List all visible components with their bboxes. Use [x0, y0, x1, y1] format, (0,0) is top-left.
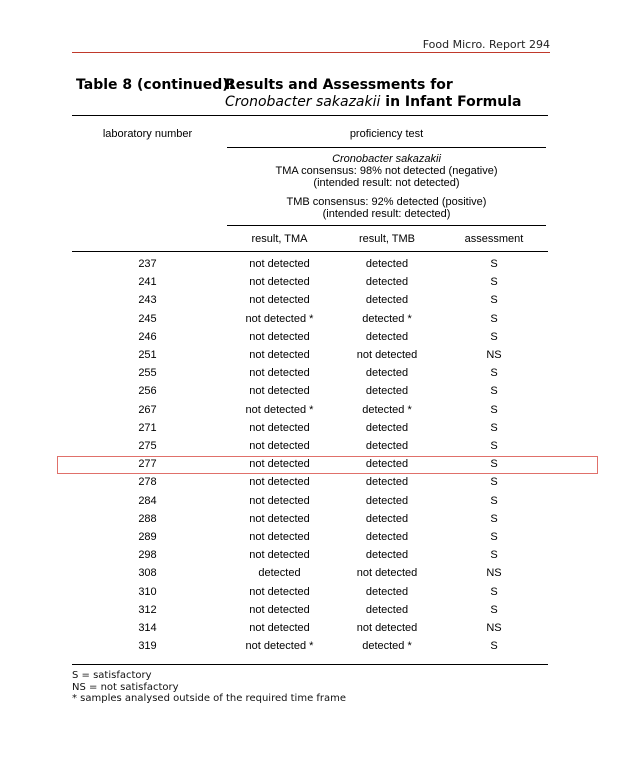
cell-assessment: S [490, 330, 498, 343]
cell-tmb: detected [365, 440, 409, 452]
cell-tmb: detected * [362, 403, 412, 416]
cell-tma: not detected [249, 549, 310, 562]
cell-lab: 298 [138, 549, 157, 562]
table-top-rule [72, 115, 548, 116]
cell-assessment: S [490, 585, 498, 598]
header-rule [72, 52, 550, 53]
proficiency-rule [227, 147, 546, 148]
cell-lab: 271 [138, 421, 157, 434]
cell-tma: not detected [249, 512, 310, 525]
cell-lab: 288 [138, 512, 157, 525]
cell-lab: 289 [138, 531, 157, 543]
cell-tmb: detected [365, 494, 409, 507]
cell-assessment: S [490, 276, 498, 289]
row-highlight [57, 456, 598, 474]
cell-lab: 251 [138, 349, 157, 361]
cell-tma: not detected [249, 531, 310, 543]
cell-assessment: S [490, 440, 498, 452]
cell-tma: not detected [249, 585, 310, 598]
cell-tma: not detected [249, 349, 310, 361]
footnote-ns: NS = not satisfactory [72, 681, 179, 693]
footnote-star: * samples analysed outside of the required time frame [72, 693, 347, 704]
table-bottom-rule [72, 664, 548, 665]
cell-tma: not detected * [245, 403, 314, 416]
cell-assessment: NS [486, 622, 502, 634]
cell-assessment: S [490, 512, 498, 525]
cell-tmb: detected [365, 258, 409, 270]
cell-tma: not detected * [245, 312, 314, 325]
cell-assessment: S [490, 294, 498, 307]
col-header-assessment: assessment [464, 233, 524, 245]
cell-assessment: S [490, 531, 498, 543]
col-header-tma: result, TMA [251, 233, 308, 245]
table-title-line1: Results and Assessments for [225, 77, 453, 93]
col-header-lab: laboratory number [102, 128, 193, 140]
col-header-tmb: result, TMB [358, 233, 416, 245]
cell-tmb: detected * [362, 640, 412, 653]
cell-tmb: detected * [362, 312, 412, 325]
cell-assessment: S [490, 258, 498, 270]
cell-lab: 310 [138, 585, 157, 598]
cell-lab: 243 [138, 294, 157, 307]
cell-assessment: S [490, 367, 498, 380]
cell-tmb: detected [365, 458, 409, 471]
cell-tma: not detected * [245, 640, 314, 653]
cell-tma: not detected [249, 458, 310, 471]
cell-tmb: detected [365, 512, 409, 525]
col-header-proficiency: proficiency test [349, 128, 424, 140]
cell-lab: 245 [138, 312, 157, 325]
cell-tma: not detected [249, 440, 310, 452]
cell-assessment: S [490, 476, 498, 489]
cell-tmb: detected [365, 549, 409, 562]
table-title-line2 [225, 94, 521, 111]
cell-assessment: S [490, 421, 498, 434]
cell-tma: not detected [249, 258, 310, 270]
cell-assessment: S [490, 494, 498, 507]
cell-lab: 275 [138, 440, 157, 452]
consensus-rule [227, 225, 546, 226]
cell-assessment: S [490, 312, 498, 325]
table-title-organism: Cronobacter sakazakii [225, 94, 381, 110]
cell-lab: 256 [138, 385, 157, 398]
cell-tmb: not detected [356, 349, 418, 361]
cell-tmb: detected [365, 603, 409, 616]
report-header: Food Micro. Report 294 [422, 38, 550, 51]
cell-assessment: S [490, 640, 498, 653]
tma-intended: (intended result: not detected) [313, 177, 460, 189]
cell-assessment: S [490, 603, 498, 616]
cell-lab: 308 [138, 567, 157, 580]
cell-assessment: NS [486, 349, 502, 361]
cell-tmb: detected [365, 367, 409, 380]
cell-lab: 277 [138, 458, 157, 471]
header-bottom-rule [72, 251, 548, 252]
cell-tmb: detected [365, 585, 409, 598]
cell-tmb: detected [365, 531, 409, 543]
cell-tma: not detected [249, 330, 310, 343]
cell-tma: not detected [249, 367, 310, 380]
cell-lab: 241 [138, 276, 157, 289]
cell-lab: 255 [138, 367, 157, 380]
cell-tmb: detected [365, 476, 409, 489]
footnotes [72, 670, 346, 705]
cell-tmb: detected [365, 421, 409, 434]
cell-tmb: detected [365, 385, 409, 398]
cell-lab: 312 [138, 603, 157, 616]
tmb-consensus: TMB consensus: 92% detected (positive) [286, 196, 487, 208]
cell-tmb: not detected [356, 622, 418, 634]
cell-assessment: S [490, 385, 498, 398]
tmb-intended: (intended result: detected) [322, 208, 451, 220]
cell-tma: not detected [249, 622, 310, 634]
tma-consensus: TMA consensus: 98% not detected (negative) [275, 165, 498, 177]
cell-tma: detected [258, 567, 301, 580]
cell-tmb: detected [365, 330, 409, 343]
cell-tmb: detected [365, 276, 409, 289]
cell-tma: not detected [249, 276, 310, 289]
cell-tmb: detected [365, 294, 409, 307]
cell-lab: 246 [138, 330, 157, 343]
cell-tma: not detected [249, 294, 310, 307]
consensus-organism: Cronobacter sakazakii [332, 153, 441, 165]
cell-tma: not detected [249, 603, 310, 616]
cell-assessment: S [490, 403, 498, 416]
cell-tmb: not detected [356, 567, 418, 580]
table-title-text [225, 77, 521, 111]
table-title-prefix: Table 8 (continued): [76, 77, 235, 93]
cell-tma: not detected [249, 494, 310, 507]
cell-lab: 314 [138, 622, 157, 634]
table-title-suffix: in Infant Formula [380, 94, 522, 110]
footnote-s: S = satisfactory [72, 670, 152, 681]
cell-assessment: NS [486, 567, 502, 580]
cell-lab: 278 [138, 476, 157, 489]
tma-consensus-block [227, 153, 546, 189]
cell-tma: not detected [249, 476, 310, 489]
cell-lab: 267 [138, 403, 157, 416]
tmb-consensus-block [227, 196, 546, 220]
cell-assessment: S [490, 549, 498, 562]
cell-tma: not detected [249, 385, 310, 398]
cell-lab: 319 [138, 640, 157, 653]
cell-lab: 284 [138, 494, 157, 507]
cell-tma: not detected [249, 421, 310, 434]
cell-lab: 237 [138, 258, 157, 270]
cell-assessment: S [490, 458, 498, 471]
